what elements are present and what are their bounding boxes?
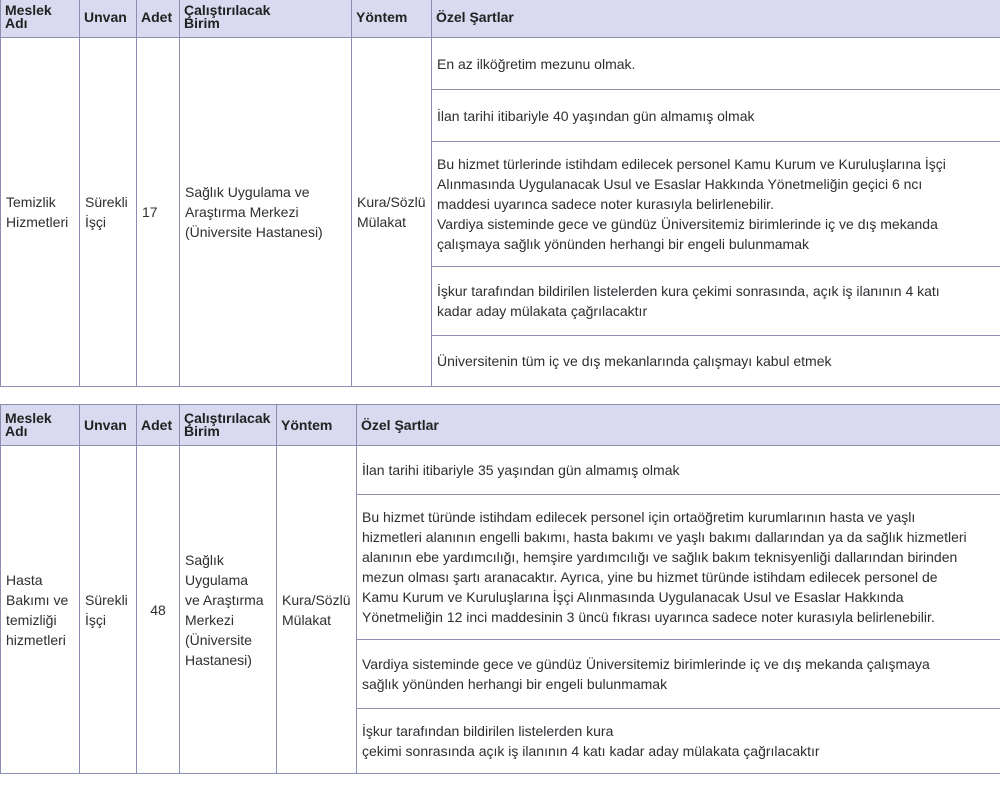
condition-cell: İlan tarihi itibariyle 40 yaşından gün almamış olmak <box>432 90 1000 142</box>
condition-cell: İşkur tarafından bildirilen listelerden kura çekimi sonrasında, açık iş ilanının 4 katı kadar aday mülakata çağrılacaktır <box>432 267 1000 336</box>
condition-cell: İşkur tarafından bildirilen listelerden kura çekimi sonrasında açık iş ilanının 4 katı kadar aday mülakata çağrılacaktır <box>357 709 1000 774</box>
meslek-cell: Hasta Bakımı ve temizliği hizmetleri <box>1 446 80 774</box>
birim-cell: Sağlık Uygulama ve Araştırma Merkezi (Üniversite Hastanesi) <box>180 446 277 774</box>
table-row <box>1 446 1000 495</box>
meslek-cell: Temizlik Hizmetleri <box>1 38 80 387</box>
header-adet: Adet <box>137 405 180 446</box>
header-sartlar: Özel Şartlar <box>357 405 1000 446</box>
adet-cell: 48 <box>137 446 180 774</box>
header-birim: Çalıştırılacak Birim <box>180 405 277 446</box>
condition-cell: Bu hizmet türünde istihdam edilecek personel için ortaöğretim kurumlarının hasta ve yaşlı hizmetleri alanının engelli bakımı, hasta bakımı ve yaşlı bakımı dallarından ya da sağlık hizmetleri alanının ebe yardımcılığı, hemşire yardımcılığı ve sağlık bakım teknisyenliği dallarından birinden mezun olması şartı aranacaktır. Ayrıca, yine bu hizmet türünde istihdam edilecek personel de Kamu Kurum ve Kuruluşlarına İşçi Alınmasında Uygulanacak Usul ve Esaslar Hakkında Yönetmeliğin 12 inci maddesinin 3 üncü fıkrası uyarınca sadece noter kurasıyla belirlenebilir. <box>357 495 1000 640</box>
table-header-row <box>1 0 1000 38</box>
yontem-cell: Kura/Sözlü Mülakat <box>277 446 357 774</box>
header-meslek: Meslek Adı <box>1 405 80 446</box>
header-yontem: Yöntem <box>277 405 357 446</box>
adet-cell: 17 <box>137 38 180 387</box>
unvan-cell: Sürekli İşçi <box>80 446 137 774</box>
birim-cell: Sağlık Uygulama ve Araştırma Merkezi (Üniversite Hastanesi) <box>180 38 352 387</box>
header-meslek: Meslek Adı <box>1 0 80 38</box>
table-row <box>1 38 1000 90</box>
job-table-cleaning <box>0 0 1000 387</box>
condition-cell: En az ilköğretim mezunu olmak. <box>432 38 1000 90</box>
condition-cell: Bu hizmet türlerinde istihdam edilecek personel Kamu Kurum ve Kuruluşlarına İşçi Alınmasında Uygulanacak Usul ve Esaslar Hakkında Yönetmeliğin geçici 6 ncı maddesi uyarınca sadece noter kurasıyla belirlenebilir. Vardiya sisteminde gece ve gündüz Üniversitemiz birimlerinde iç ve dış mekanda çalışmaya sağlık yönünden herhangi bir engeli bulunmamak <box>432 142 1000 267</box>
header-birim: Çalıştırılacak Birim <box>180 0 352 38</box>
header-unvan: Unvan <box>80 405 137 446</box>
header-yontem: Yöntem <box>352 0 432 38</box>
header-unvan: Unvan <box>80 0 137 38</box>
condition-cell: İlan tarihi itibariyle 35 yaşından gün almamış olmak <box>357 446 1000 495</box>
condition-cell: Vardiya sisteminde gece ve gündüz Üniversitemiz birimlerinde iç ve dış mekanda çalışmaya sağlık yönünden herhangi bir engeli bulunmamak <box>357 640 1000 709</box>
unvan-cell: Sürekli İşçi <box>80 38 137 387</box>
table-header-row <box>1 405 1000 446</box>
job-table-patient-care <box>0 404 1000 774</box>
header-sartlar: Özel Şartlar <box>432 0 1000 38</box>
header-adet: Adet <box>137 0 180 38</box>
yontem-cell: Kura/Sözlü Mülakat <box>352 38 432 387</box>
condition-cell: Üniversitenin tüm iç ve dış mekanlarında çalışmayı kabul etmek <box>432 336 1000 387</box>
